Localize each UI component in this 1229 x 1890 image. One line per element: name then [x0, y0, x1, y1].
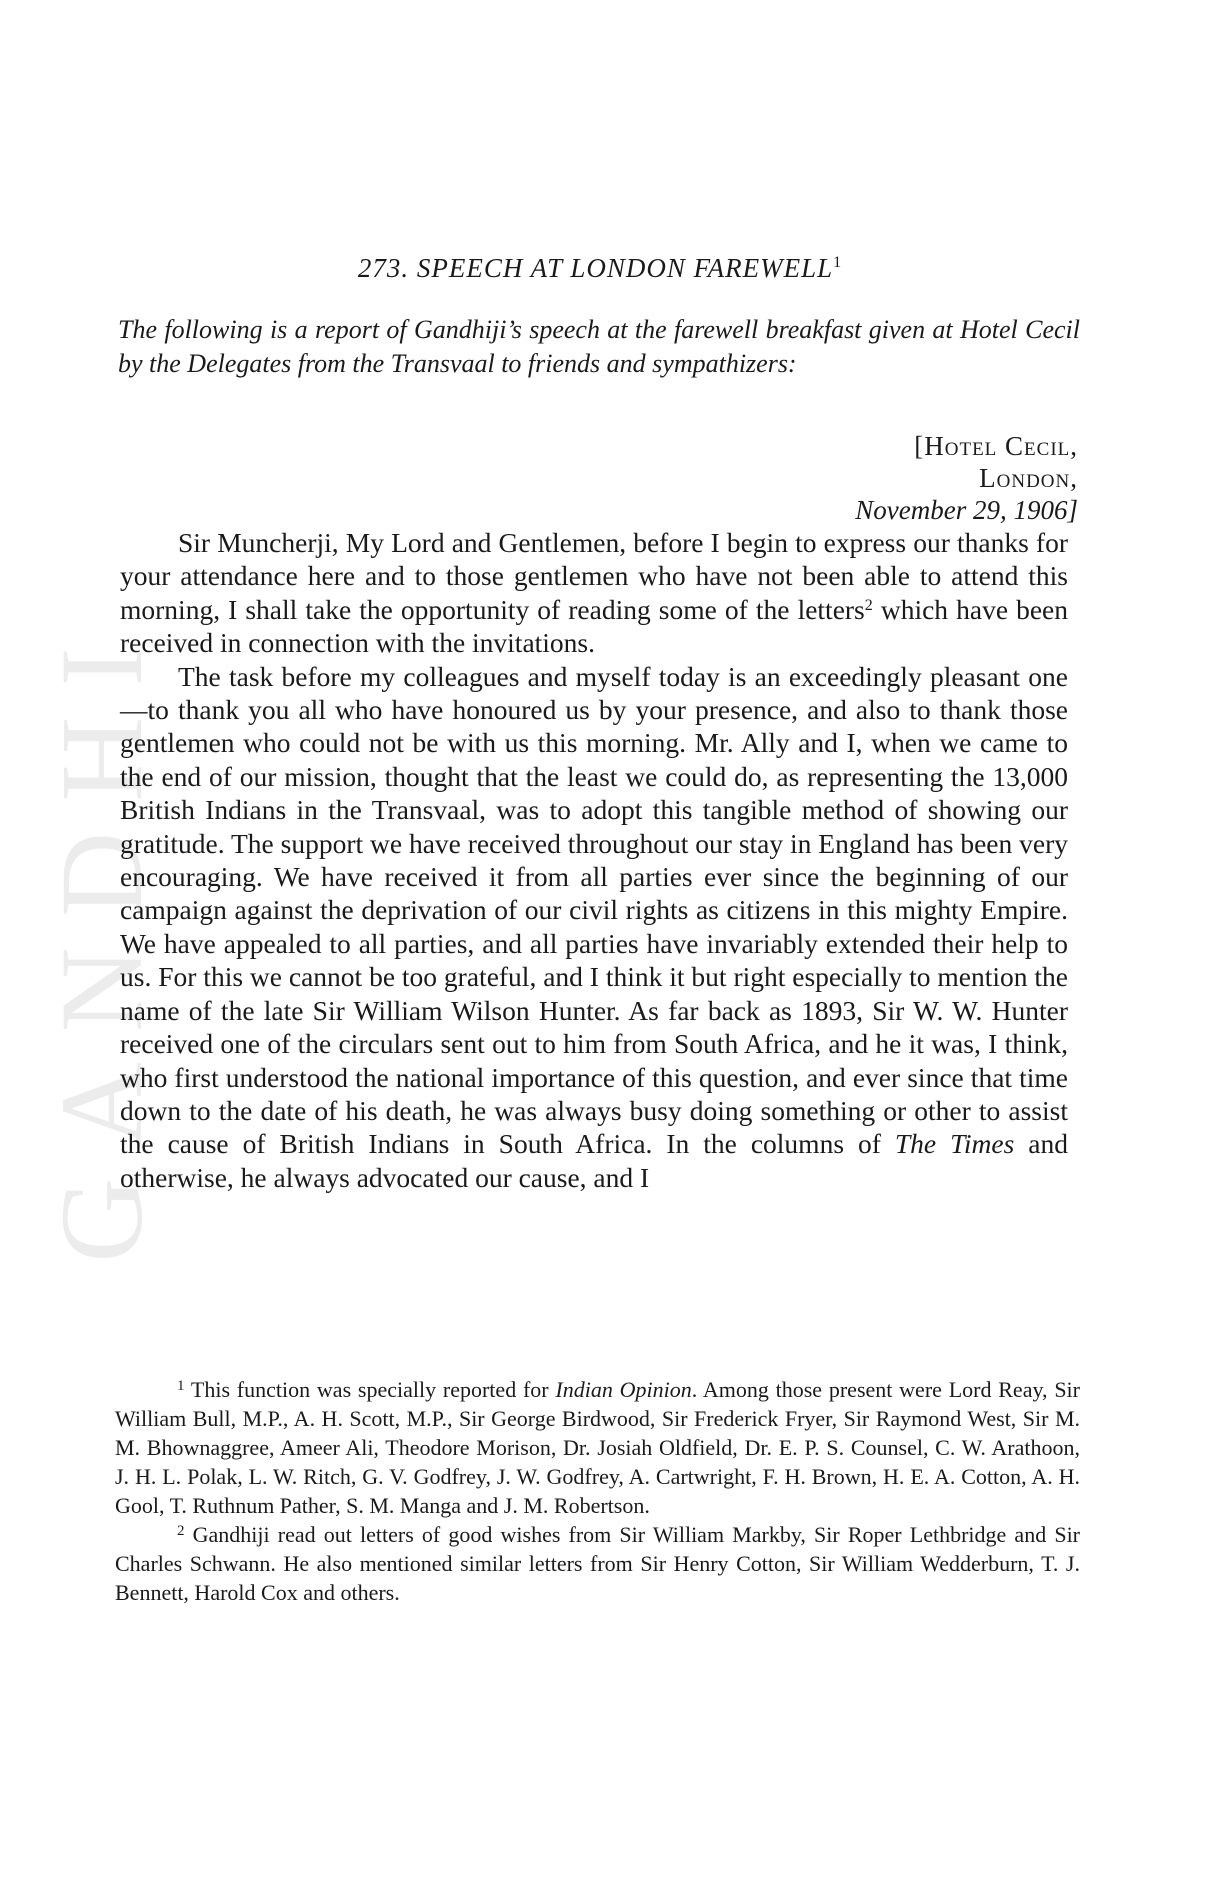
watermark-text: GANDHI: [36, 617, 167, 1263]
article-heading: [120, 253, 1080, 284]
paragraph-2-text-a: The task before my colleagues and myself today is an exceedingly pleasant one—to thank you all who have honoured us by your presence, and also to thank those gentlemen who could not be with us this morning. Mr. Ally and I, when we came to the end of our mission, thought that the least we could do, as representing the 13,000 British Indians in the Transvaal, was to adopt this tangible method of showing our gratitude. The support we have received throughout our stay in England has been very encouraging. We have received it from all parties ever since the beginning of our campaign against the deprivation of our civil rights as citizens in this mighty Empire. We have appealed to all parties, and all parties have invariably extended their help to us. For this we cannot be too grateful, and I think it but right especially to mention the name of the late Sir William Wilson Hunter. As far back as 1893, Sir W. W. Hunter received one of the circulars sent out to him from South Africa, and he it was, I think, who first understood the national importance of this question, and ever since that time down to the date of his death, he was always busy doing something or other to assist the cause of British Indians in South Africa. In the columns of: [120, 660, 1068, 1160]
footnote-1: [115, 1375, 1080, 1520]
speech-body: [120, 526, 1068, 1194]
footnote-2-marker: 2: [177, 1523, 185, 1539]
dateline: [855, 430, 1078, 526]
heading-title: 273. SPEECH AT LONDON FAREWELL: [357, 253, 834, 283]
footnote-1-text-b: . Among those present were Lord Reay, Sir William Bull, M.P., A. H. Scott, M.P., Sir George Birdwood, Sir Frederick Fryer, Sir Raymond West, Sir M. M. Bhownaggree, Ameer Ali, Theodore Morison, Dr. Josiah Oldfield, Dr. E. P. S. Counsel, C. W. Arathoon, J. H. L. Polak, L. W. Ritch, G. V. Godfrey, J. W. Godfrey, A. Cartwright, F. H. Brown, H. E. A. Cotton, A. H. Gool, T. Ruthnum Pather, S. M. Manga and J. M. Robertson.: [115, 1377, 1080, 1518]
dateline-place: [Hotel Cecil,: [914, 431, 1078, 461]
dateline-city: London,: [979, 463, 1078, 493]
paragraph-1: [120, 526, 1068, 660]
footnote-1-marker: 1: [177, 1378, 185, 1394]
newspaper-title: The Times: [894, 1128, 1015, 1160]
paragraph-2-text-b: and otherwise, he always advocated our cause, and I: [120, 1128, 1068, 1193]
footnote-2-text: Gandhiji read out letters of good wishes from Sir William Markby, Sir Roper Lethbridge and Sir Charles Schwann. He also mentioned similar letters from Sir Henry Cotton, Sir William Wedderburn, T. J. Bennett, Harold Cox and others.: [115, 1522, 1081, 1605]
footnote-1-text-a: This function was specially reported for: [190, 1377, 556, 1402]
footnote-2: [115, 1520, 1080, 1607]
paragraph-2: [120, 660, 1068, 1195]
intro-note: The following is a report of Gandhiji’s speech at the farewell breakfast given at Hotel Cecil by the Delegates from the Transvaal to friends and sympathizers:: [118, 315, 1080, 378]
footnote-1-publication: Indian Opinion: [555, 1377, 692, 1402]
dateline-date: November 29, 1906]: [855, 495, 1078, 525]
paragraph-1-text-b: which have been received in connection with the invitations.: [120, 593, 1069, 659]
heading-footnote-marker[interactable]: 1: [833, 254, 843, 271]
paragraph-1-text-a: Sir Muncherji, My Lord and Gentlemen, before I begin to express our thanks for your attendance here and to those gentlemen who have not been able to attend this morning, I shall take the opportunity of reading some of the letters: [120, 527, 1068, 625]
footnotes: [115, 1375, 1080, 1607]
footnote-ref-2[interactable]: 2: [864, 596, 873, 614]
